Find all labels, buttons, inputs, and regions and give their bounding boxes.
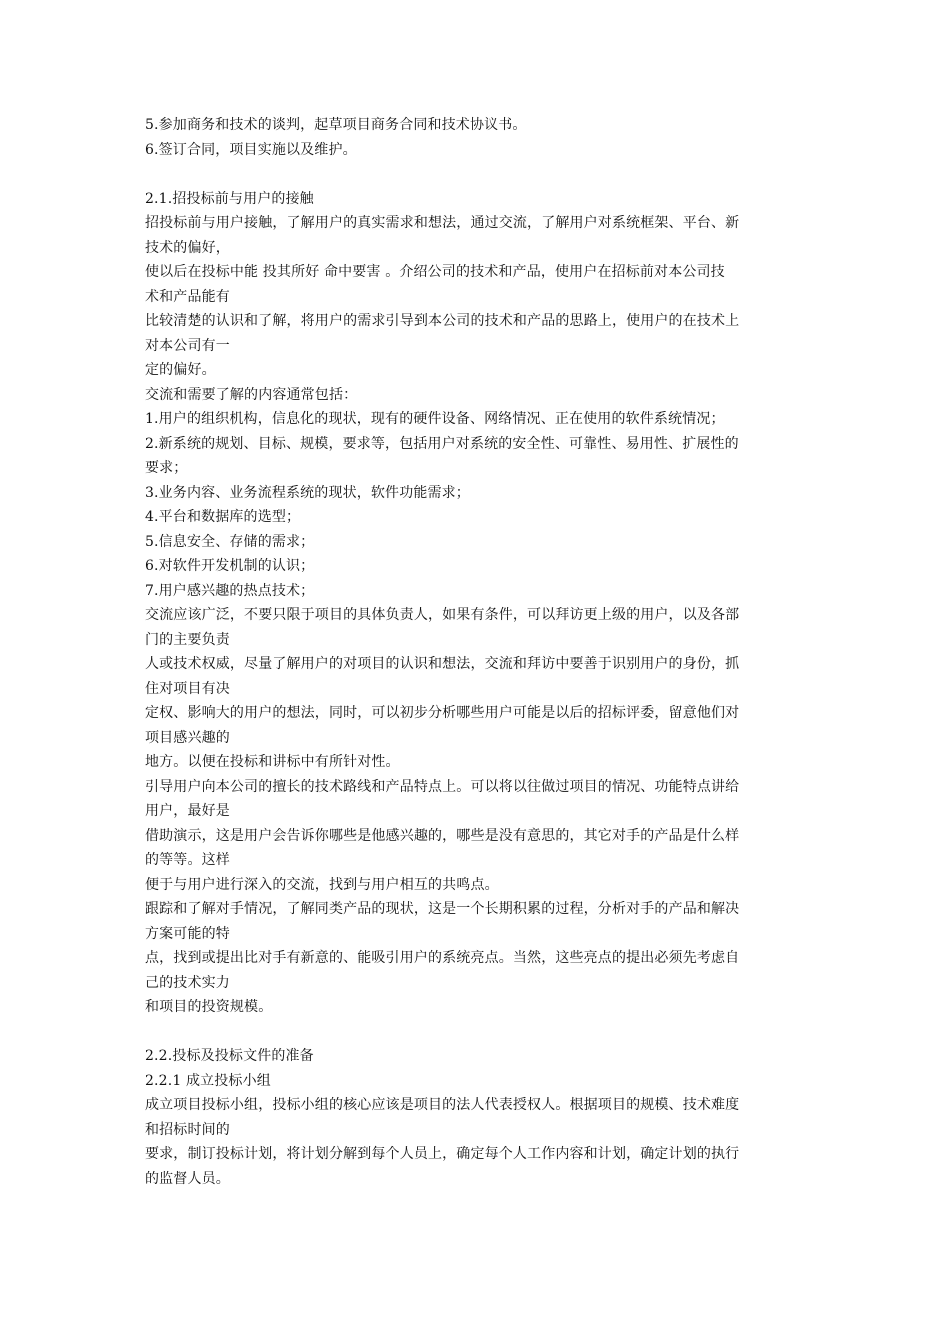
blank-line <box>145 1020 810 1045</box>
text-line: 项目感兴趣的 <box>145 729 230 746</box>
text-line: 的等等。这样 <box>145 852 230 868</box>
text-line: 的监督人员。 <box>145 1170 230 1187</box>
text-line: 2.1.招投标前与用户的接触 <box>145 190 314 207</box>
document-page <box>145 113 810 1191</box>
text-line: 术和产品能有 <box>145 288 230 305</box>
text-line: 6.签订合同，项目实施以及维护。 <box>145 141 357 158</box>
text-line: 技术的偏好， <box>145 239 230 256</box>
text-line: 7.用户感兴趣的热点技术； <box>145 582 315 599</box>
text-line: 交流应该广泛，不要只限于项目的具体负责人，如果有条件，可以拜访更上级的用户，以及各部 <box>145 607 740 623</box>
text-line: 交流和需要了解的内容通常包括： <box>145 386 358 403</box>
text-line: 5.信息安全、存储的需求； <box>145 533 315 550</box>
text-line: 借助演示，这是用户会告诉你哪些是他感兴趣的，哪些是没有意思的，其它对手的产品是什么样 <box>145 827 740 844</box>
text-line: 要求，制订投标计划，将计划分解到每个人员上，确定每个人工作内容和计划，确定计划的执行 <box>145 1146 740 1162</box>
text-line: 用户，最好是 <box>145 803 230 819</box>
text-line: 人或技术权威，尽量了解用户的对项目的认识和想法，交流和拜访中要善于识别用户的身份，抓 <box>145 656 740 672</box>
text-line: 4.平台和数据库的选型； <box>145 509 301 525</box>
text-line: 住对项目有决 <box>145 680 230 697</box>
text-line: 地方。以便在投标和讲标中有所针对性。 <box>145 754 400 770</box>
text-line: 点，找到或提出比对手有新意的、能吸引用户的系统亮点。当然，这些亮点的提出必须先考虑自 <box>145 950 740 966</box>
text-line: 和招标时间的 <box>145 1121 230 1138</box>
text-line: 对本公司有一 <box>145 337 230 354</box>
text-line: 招投标前与用户接触，了解用户的真实需求和想法，通过交流，了解用户对系统框架、平台、新 <box>145 215 740 231</box>
text-line: 便于与用户进行深入的交流，找到与用户相互的共鸣点。 <box>145 876 499 893</box>
text-line: 2.2.投标及投标文件的准备 <box>145 1048 314 1064</box>
text-line: 己的技术实力 <box>145 974 230 991</box>
text-line: 5.参加商务和技术的谈判，起草项目商务合同和技术协议书。 <box>145 117 527 133</box>
text-line: 2.2.1 成立投标小组 <box>145 1072 271 1089</box>
text-line: 引导用户向本公司的擅长的技术路线和产品特点上。可以将以往做过项目的情况、功能特点讲给 <box>145 778 740 795</box>
text-line: 6.对软件开发机制的认识； <box>145 558 315 574</box>
text-line: 2.新系统的规划、目标、规模，要求等，包括用户对系统的安全性、可靠性、易用性、扩展性的 <box>145 435 739 452</box>
blank-line <box>145 162 810 187</box>
text-line: 和项目的投资规模。 <box>145 999 273 1015</box>
text-line: 要求； <box>145 460 188 476</box>
text-line: 门的主要负责 <box>145 631 230 648</box>
text-line: 使以后在投标中能 投其所好 命中要害 。介绍公司的技术和产品，使用户在招标前对本公司技 <box>145 264 725 280</box>
text-line: 成立项目投标小组，投标小组的核心应该是项目的法人代表授权人。根据项目的规模、技术难度 <box>145 1097 740 1113</box>
text-line: 3.业务内容、业务流程系统的现状，软件功能需求； <box>145 484 470 501</box>
text-line: 方案可能的特 <box>145 925 230 942</box>
text-line: 比较清楚的认识和了解，将用户的需求引导到本公司的技术和产品的思路上，使用户的在技术上 <box>145 313 740 329</box>
text-line: 1.用户的组织机构，信息化的现状，现有的硬件设备、网络情况、正在使用的软件系统情况； <box>145 411 725 427</box>
text-line: 跟踪和了解对手情况，了解同类产品的现状，这是一个长期积累的过程，分析对手的产品和解决 <box>145 901 740 917</box>
text-line: 定权、影响大的用户的想法，同时，可以初步分析哪些用户可能是以后的招标评委，留意他们对 <box>145 705 740 721</box>
text-line: 定的偏好。 <box>145 362 216 378</box>
